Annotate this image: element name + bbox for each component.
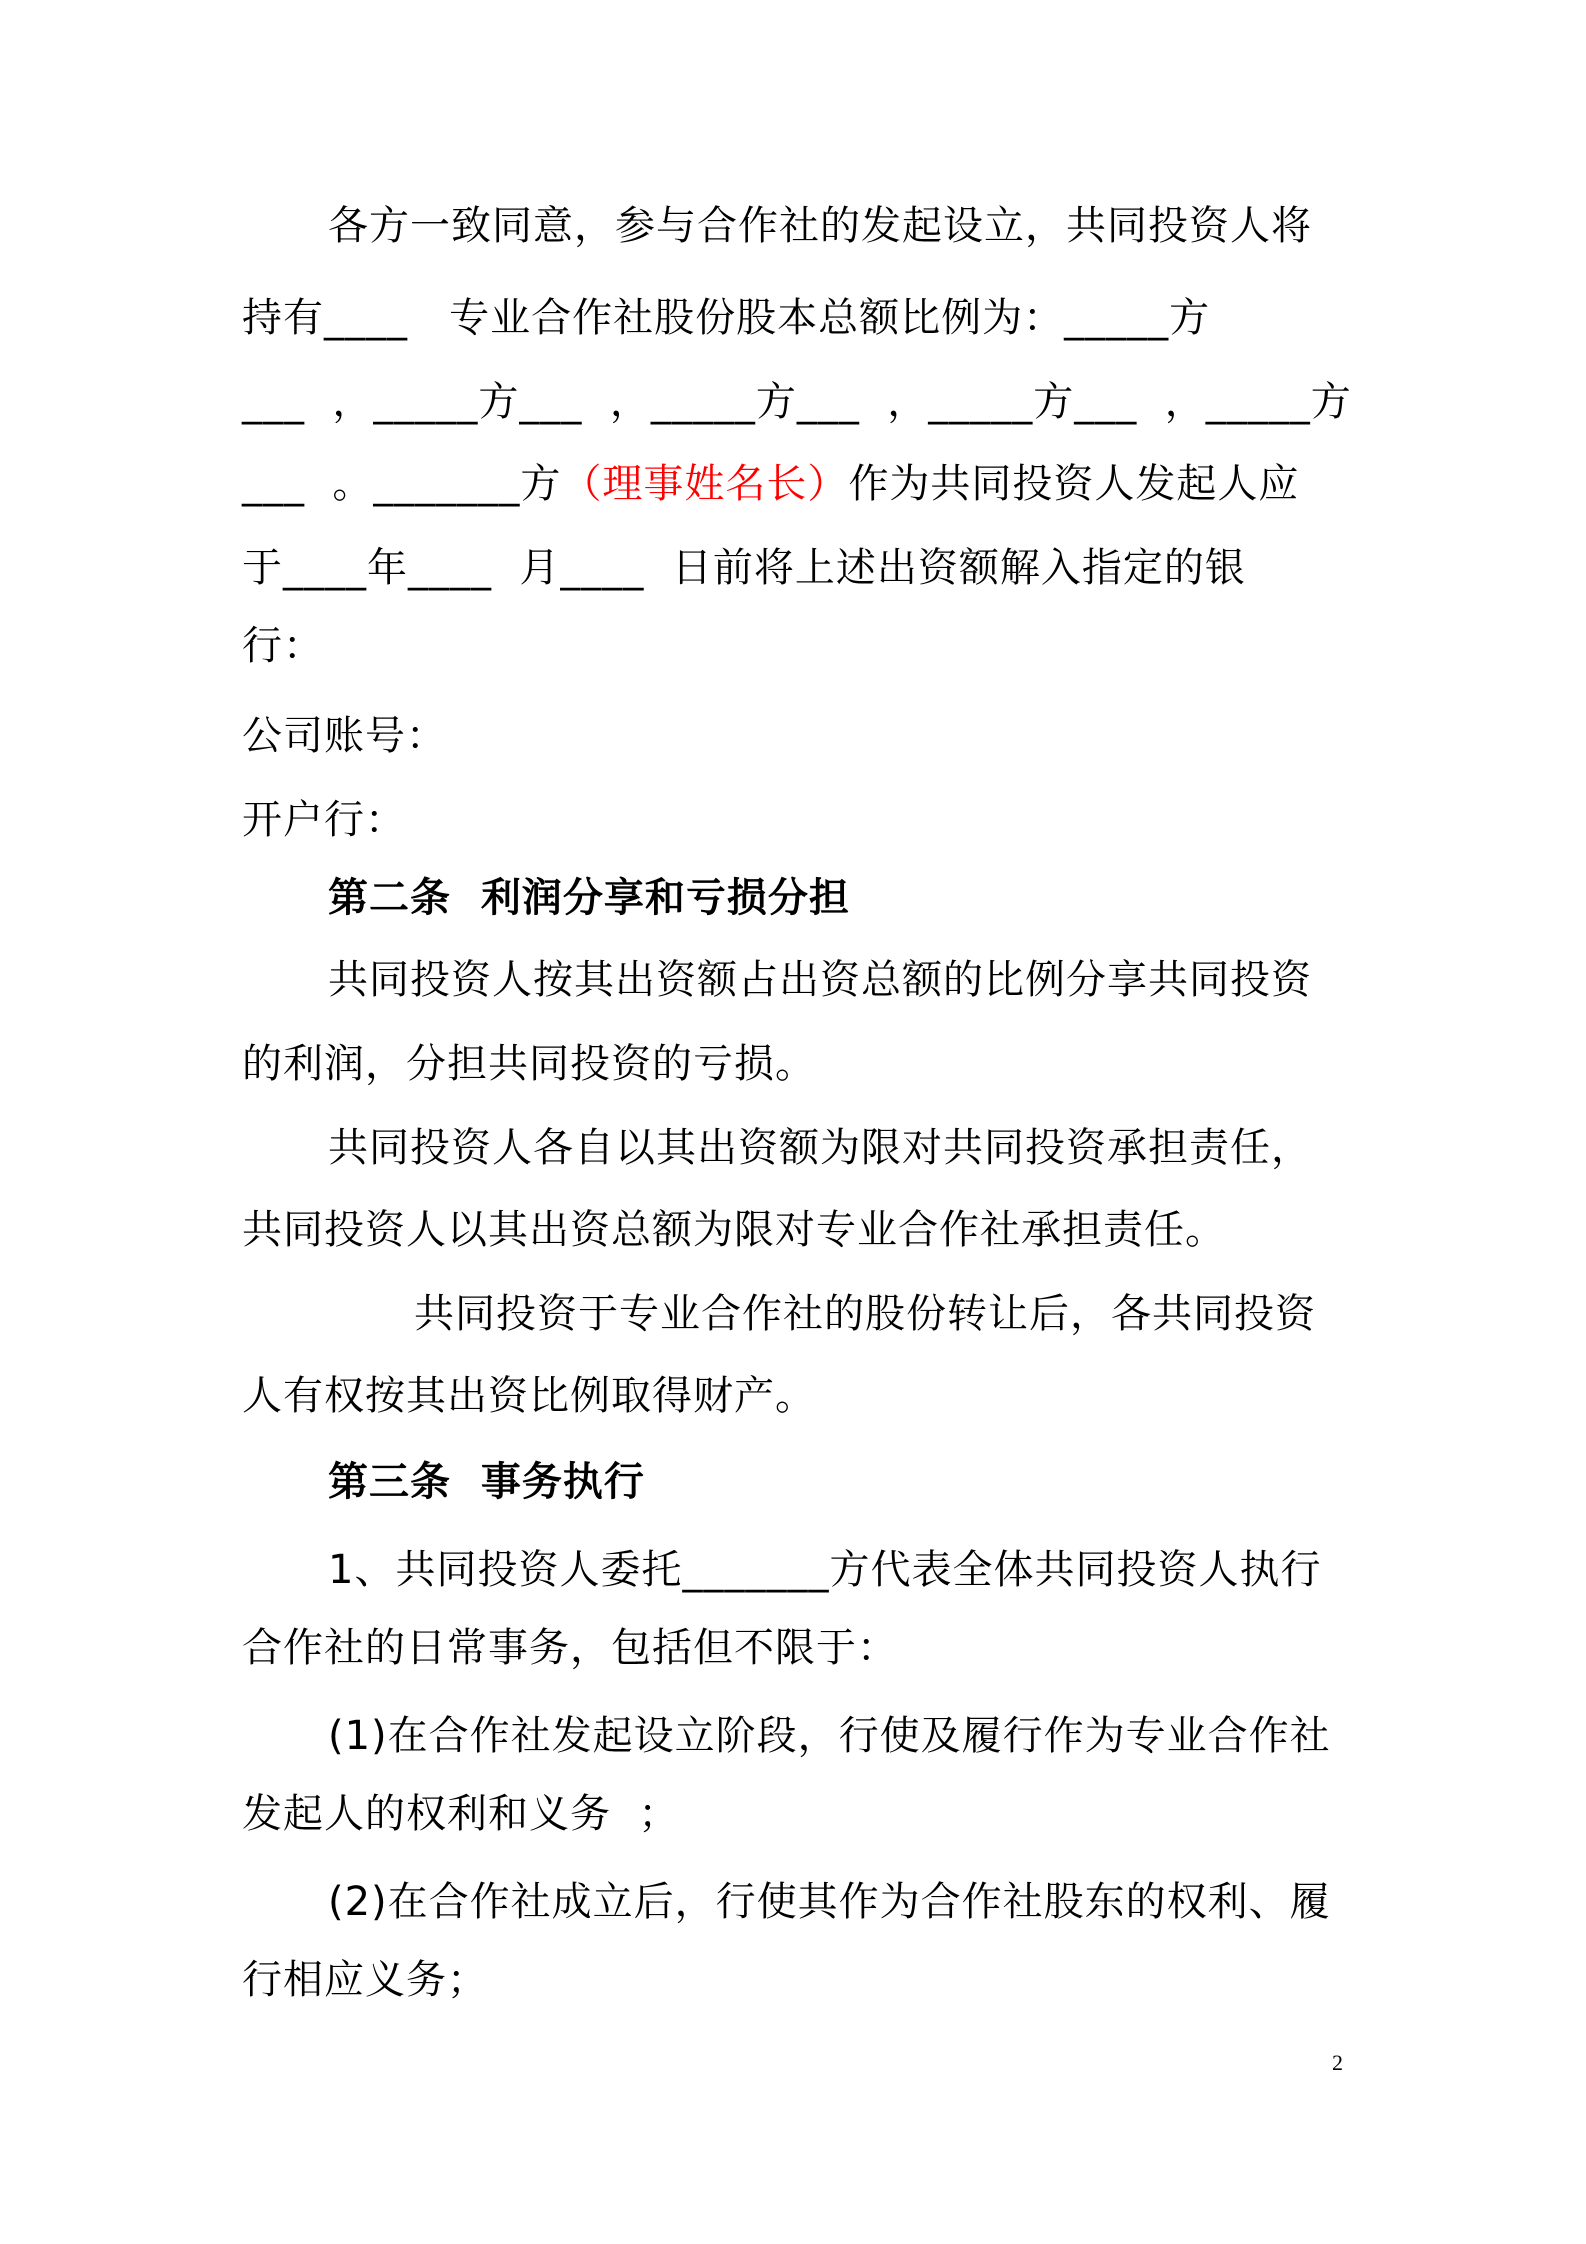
paragraph-line: 各方一致同意，参与合作社的发起设立，共同投资人将 <box>328 203 1312 249</box>
paragraph-line: 于____年____ 月____ 日前将上述出资额解入指定的银 <box>242 545 1246 591</box>
paragraph-line: 共同投资人按其出资额占出资总额的比例分享共同投资 <box>328 957 1312 1003</box>
list-item-line: 行相应义务； <box>242 1957 488 2003</box>
list-item-line: (1)在合作社发起设立阶段，行使及履行作为专业合作社 <box>328 1713 1331 1759</box>
paragraph-line <box>242 460 1299 508</box>
bank-label: 开户行： <box>242 797 406 843</box>
article-title: 第二条 利润分享和亏损分担 <box>328 875 850 921</box>
account-label: 公司账号： <box>242 713 447 759</box>
page-number: 2 <box>1332 2050 1343 2075</box>
paragraph-line: 共同投资人以其出资总额为限对专业合作社承担责任。 <box>242 1207 1226 1253</box>
paragraph-line: 持有____ 专业合作社股份股本总额比例为：_____方 <box>242 295 1211 341</box>
article-title: 第三条 事务执行 <box>328 1459 645 1505</box>
paragraph-line: 合作社的日常事务，包括但不限于： <box>242 1625 898 1671</box>
list-item-line: (2)在合作社成立后，行使其作为合作社股东的权利、履 <box>328 1879 1331 1925</box>
placeholder-highlight: （理事姓名长） <box>561 461 849 507</box>
paragraph-line: 共同投资于专业合作社的股份转让后，各共同投资 <box>414 1291 1316 1337</box>
paragraph-line: 行： <box>242 623 324 669</box>
text-segment: 作为共同投资人发起人应 <box>848 461 1300 507</box>
text-segment: ___ 。_______方 <box>242 461 562 507</box>
paragraph-line: ___ ，_____方___ ，_____方___ ，_____方___ ，_____方 <box>242 379 1352 425</box>
list-item-line: 发起人的权利和义务 ； <box>242 1791 680 1837</box>
paragraph-line: 人有权按其出资比例取得财产。 <box>242 1373 816 1419</box>
paragraph-line: 的利润，分担共同投资的亏损。 <box>242 1041 816 1087</box>
paragraph-line: 1、共同投资人委托_______方代表全体共同投资人执行 <box>328 1547 1322 1593</box>
paragraph-line: 共同投资人各自以其出资额为限对共同投资承担责任， <box>328 1125 1312 1171</box>
